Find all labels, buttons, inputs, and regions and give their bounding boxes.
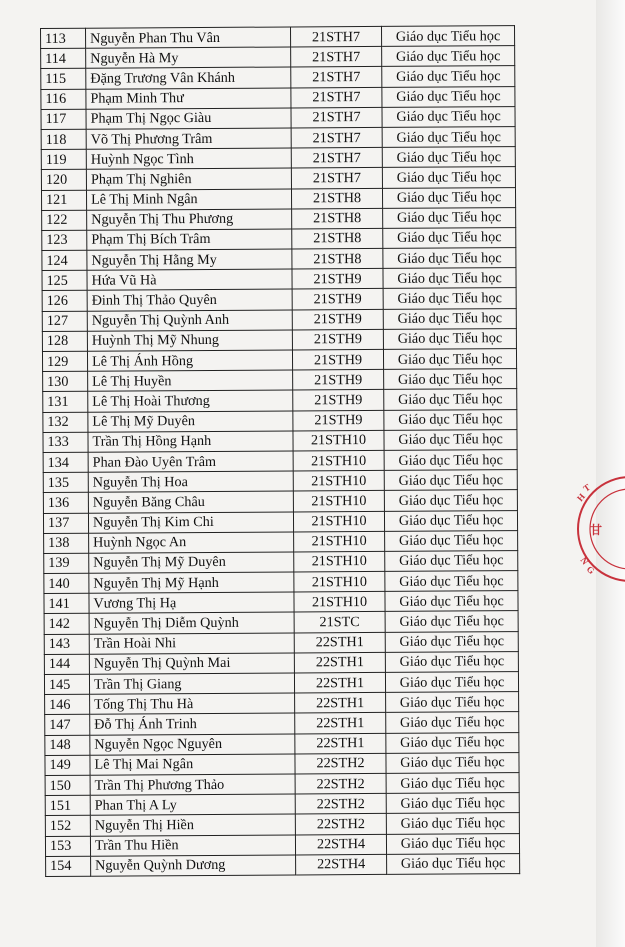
row-number: 131 (43, 392, 88, 412)
major: Giáo dục Tiểu học (382, 187, 515, 208)
student-name: Đỗ Thị Ánh Trinh (90, 713, 295, 734)
student-name: Trần Thị Giang (89, 673, 294, 694)
table-row (42, 288, 516, 311)
table-row (42, 308, 516, 331)
major: Giáo dục Tiểu học (385, 530, 518, 551)
row-number: 124 (42, 250, 87, 270)
class-code: 21STC (294, 612, 385, 633)
class-code: 21STH8 (292, 248, 383, 269)
table-row (44, 571, 518, 594)
row-number: 129 (42, 351, 87, 371)
major: Giáo dục Tiểu học (386, 752, 519, 773)
class-code: 22STH1 (294, 652, 385, 673)
class-code: 21STH10 (294, 531, 385, 552)
class-code: 22STH1 (294, 632, 385, 653)
row-number: 140 (44, 573, 89, 593)
class-code: 21STH10 (293, 491, 384, 512)
class-code: 22STH2 (295, 794, 386, 815)
row-number: 133 (43, 432, 88, 452)
major: Giáo dục Tiểu học (383, 308, 516, 329)
table-row (43, 510, 517, 533)
student-name: Võ Thị Phương Trâm (86, 128, 291, 149)
class-code: 21STH9 (293, 390, 384, 411)
student-name: Nguyễn Thị Quỳnh Mai (89, 653, 294, 674)
class-code: 22STH2 (295, 773, 386, 794)
major: Giáo dục Tiểu học (384, 409, 517, 430)
table-row (44, 611, 518, 634)
table-row (42, 248, 516, 271)
row-number: 153 (45, 836, 90, 856)
table-row (44, 651, 518, 674)
class-code: 21STH9 (293, 370, 384, 391)
class-code: 21STH9 (292, 269, 383, 290)
student-name: Trần Thị Hồng Hạnh (88, 431, 293, 452)
student-name: Lê Thị Mai Ngân (90, 754, 295, 775)
table-row (43, 369, 517, 392)
major: Giáo dục Tiểu học (385, 651, 518, 672)
major: Giáo dục Tiểu học (384, 450, 517, 471)
row-number: 128 (42, 331, 87, 351)
row-number: 150 (45, 775, 90, 795)
major: Giáo dục Tiểu học (384, 490, 517, 511)
major: Giáo dục Tiểu học (384, 470, 517, 491)
student-name: Trần Thị Phương Thảo (90, 774, 295, 795)
class-code: 21STH7 (291, 67, 382, 88)
class-code: 21STH8 (292, 228, 383, 249)
row-number: 149 (45, 755, 90, 775)
class-code: 21STH7 (291, 148, 382, 169)
major: Giáo dục Tiểu học (382, 106, 515, 127)
table-row (44, 672, 518, 695)
row-number: 116 (41, 89, 86, 109)
major: Giáo dục Tiểu học (386, 692, 519, 713)
major: Giáo dục Tiểu học (382, 66, 515, 87)
major: Giáo dục Tiểu học (384, 429, 517, 450)
major: Giáo dục Tiểu học (386, 813, 519, 834)
student-name: Phạm Minh Thư (86, 88, 291, 109)
row-number: 118 (41, 129, 86, 149)
table-row (43, 490, 517, 513)
table-row (41, 187, 515, 210)
row-number: 126 (42, 291, 87, 311)
major: Giáo dục Tiểu học (384, 510, 517, 531)
student-name: Tống Thị Thu Hà (90, 693, 295, 714)
table-row (43, 450, 517, 473)
table-row (42, 227, 516, 250)
student-name: Nguyễn Thị Hiền (90, 814, 295, 835)
class-code: 21STH7 (291, 87, 382, 108)
major: Giáo dục Tiểu học (386, 793, 519, 814)
svg-text:H: H (574, 491, 588, 504)
red-stamp-icon (572, 470, 625, 588)
major: Giáo dục Tiểu học (385, 571, 518, 592)
class-code: 21STH9 (292, 329, 383, 350)
row-number: 144 (44, 654, 89, 674)
class-code: 22STH4 (295, 834, 386, 855)
student-name: Phạm Thị Bích Trâm (87, 229, 292, 250)
row-number: 119 (41, 149, 86, 169)
row-number: 127 (42, 311, 87, 331)
major: Giáo dục Tiểu học (383, 268, 516, 289)
major: Giáo dục Tiểu học (383, 227, 516, 248)
row-number: 136 (43, 493, 88, 513)
major: Giáo dục Tiểu học (387, 853, 520, 874)
student-name: Lê Thị Ánh Hồng (87, 350, 292, 371)
row-number: 117 (41, 109, 86, 129)
table-row (42, 268, 516, 291)
student-name: Lê Thị Huyền (88, 370, 293, 391)
row-number: 123 (42, 230, 87, 250)
class-code: 22STH1 (295, 733, 386, 754)
student-name: Nguyễn Thị Mỹ Hạnh (89, 572, 294, 593)
major: Giáo dục Tiểu học (381, 26, 514, 47)
row-number: 122 (42, 210, 87, 230)
class-code: 21STH7 (291, 47, 382, 68)
row-number: 114 (41, 48, 86, 68)
student-name: Nguyễn Thị Quỳnh Anh (87, 310, 292, 331)
class-code: 21STH8 (292, 208, 383, 229)
student-name: Lê Thị Hoài Thương (88, 390, 293, 411)
student-list-sheet (40, 25, 520, 877)
major: Giáo dục Tiểu học (385, 611, 518, 632)
row-number: 154 (46, 856, 91, 876)
class-code: 21STH10 (294, 571, 385, 592)
row-number: 148 (45, 735, 90, 755)
row-number: 130 (43, 371, 88, 391)
table-row (44, 550, 518, 573)
table-row (43, 409, 517, 432)
class-code: 21STH10 (293, 511, 384, 532)
row-number: 147 (45, 715, 90, 735)
student-name: Huỳnh Thị Mỹ Nhung (87, 330, 292, 351)
row-number: 132 (43, 412, 88, 432)
student-name: Lê Thị Minh Ngân (86, 188, 291, 209)
class-code: 22STH1 (295, 693, 386, 714)
major: Giáo dục Tiểu học (382, 46, 515, 67)
svg-text:G: G (584, 563, 597, 577)
row-number: 135 (43, 472, 88, 492)
class-code: 21STH10 (293, 430, 384, 451)
class-code: 21STH7 (290, 26, 381, 47)
major: Giáo dục Tiểu học (383, 207, 516, 228)
major: Giáo dục Tiểu học (382, 127, 515, 148)
class-code: 21STH9 (292, 349, 383, 370)
row-number: 113 (41, 28, 86, 48)
table-row (42, 207, 516, 230)
student-name: Hứa Vũ Hà (87, 269, 292, 290)
student-name: Nguyễn Ngọc Nguyên (90, 734, 295, 755)
class-code: 22STH1 (294, 672, 385, 693)
table-row (42, 328, 516, 351)
class-code: 22STH2 (295, 814, 386, 835)
row-number: 146 (45, 694, 90, 714)
class-code: 21STH10 (293, 471, 384, 492)
table-row (43, 470, 517, 493)
row-number: 125 (42, 270, 87, 290)
student-table (40, 25, 520, 877)
table-row (45, 692, 519, 715)
table-row (46, 853, 520, 876)
row-number: 143 (44, 634, 89, 654)
student-name: Nguyễn Băng Châu (88, 491, 293, 512)
table-row (43, 429, 517, 452)
student-name: Phan Đào Uyên Trâm (88, 451, 293, 472)
row-number: 134 (43, 452, 88, 472)
student-name: Lê Thị Mỹ Duyên (88, 411, 293, 432)
class-code: 21STH9 (292, 309, 383, 330)
student-table-body (41, 26, 520, 877)
class-code: 22STH1 (295, 713, 386, 734)
table-row (44, 631, 518, 654)
row-number: 121 (41, 190, 86, 210)
major: Giáo dục Tiểu học (383, 248, 516, 269)
student-name: Nguyễn Thị Diễm Quỳnh (89, 612, 294, 633)
row-number: 115 (41, 69, 86, 89)
class-code: 21STH7 (291, 168, 382, 189)
row-number: 139 (44, 553, 89, 573)
student-name: Phạm Thị Nghiên (86, 168, 291, 189)
student-name: Nguyễn Hà My (86, 47, 291, 68)
major: Giáo dục Tiểu học (385, 591, 518, 612)
student-name: Huỳnh Ngọc Tình (86, 148, 291, 169)
class-code: 21STH7 (291, 107, 382, 128)
svg-text:T: T (581, 481, 593, 494)
major: Giáo dục Tiểu học (385, 672, 518, 693)
major: Giáo dục Tiểu học (382, 86, 515, 107)
major: Giáo dục Tiểu học (382, 167, 515, 188)
student-name: Nguyễn Thị Hoa (88, 471, 293, 492)
major: Giáo dục Tiểu học (383, 328, 516, 349)
major: Giáo dục Tiểu học (383, 288, 516, 309)
student-name: Nguyễn Thị Thu Phương (87, 209, 292, 230)
major: Giáo dục Tiểu học (386, 773, 519, 794)
row-number: 138 (44, 533, 89, 553)
row-number: 152 (45, 816, 90, 836)
table-row (45, 752, 519, 775)
major: Giáo dục Tiểu học (386, 833, 519, 854)
row-number: 141 (44, 593, 89, 613)
table-row (44, 530, 518, 553)
class-code: 21STH9 (292, 289, 383, 310)
svg-text:甘: 甘 (590, 523, 603, 537)
student-name: Vương Thị Hạ (89, 592, 294, 613)
class-code: 21STH8 (291, 188, 382, 209)
major: Giáo dục Tiểu học (385, 550, 518, 571)
student-name: Nguyễn Quỳnh Dương (91, 855, 296, 876)
student-name: Phạm Thị Ngọc Giàu (86, 108, 291, 129)
student-name: Đinh Thị Thảo Quyên (87, 289, 292, 310)
table-row (42, 349, 516, 372)
row-number: 137 (43, 513, 88, 533)
class-code: 21STH10 (294, 551, 385, 572)
student-name: Huỳnh Ngọc An (89, 532, 294, 553)
major: Giáo dục Tiểu học (386, 732, 519, 753)
row-number: 142 (44, 614, 89, 634)
row-number: 120 (41, 170, 86, 190)
class-code: 22STH2 (295, 753, 386, 774)
table-row (43, 389, 517, 412)
student-name: Nguyễn Thị Hằng My (87, 249, 292, 270)
table-row (45, 732, 519, 755)
student-name: Phan Thị A Ly (90, 794, 295, 815)
row-number: 145 (44, 674, 89, 694)
student-name: Nguyễn Thị Mỹ Duyên (89, 552, 294, 573)
class-code: 21STH10 (293, 450, 384, 471)
major: Giáo dục Tiểu học (382, 147, 515, 168)
class-code: 22STH4 (296, 854, 387, 875)
class-code: 21STH7 (291, 127, 382, 148)
table-row (44, 591, 518, 614)
major: Giáo dục Tiểu học (385, 631, 518, 652)
student-name: Đặng Trương Vân Khánh (86, 67, 291, 88)
svg-text:N: N (578, 555, 591, 567)
major: Giáo dục Tiểu học (386, 712, 519, 733)
major: Giáo dục Tiểu học (384, 369, 517, 390)
student-name: Nguyễn Phan Thu Vân (86, 27, 291, 48)
student-name: Trần Hoài Nhi (89, 633, 294, 654)
major: Giáo dục Tiểu học (383, 349, 516, 370)
table-row (45, 712, 519, 735)
row-number: 151 (45, 795, 90, 815)
class-code: 21STH10 (294, 592, 385, 613)
student-name: Nguyễn Thị Kim Chi (88, 511, 293, 532)
class-code: 21STH9 (293, 410, 384, 431)
major: Giáo dục Tiểu học (384, 389, 517, 410)
student-name: Trần Thu Hiền (90, 834, 295, 855)
